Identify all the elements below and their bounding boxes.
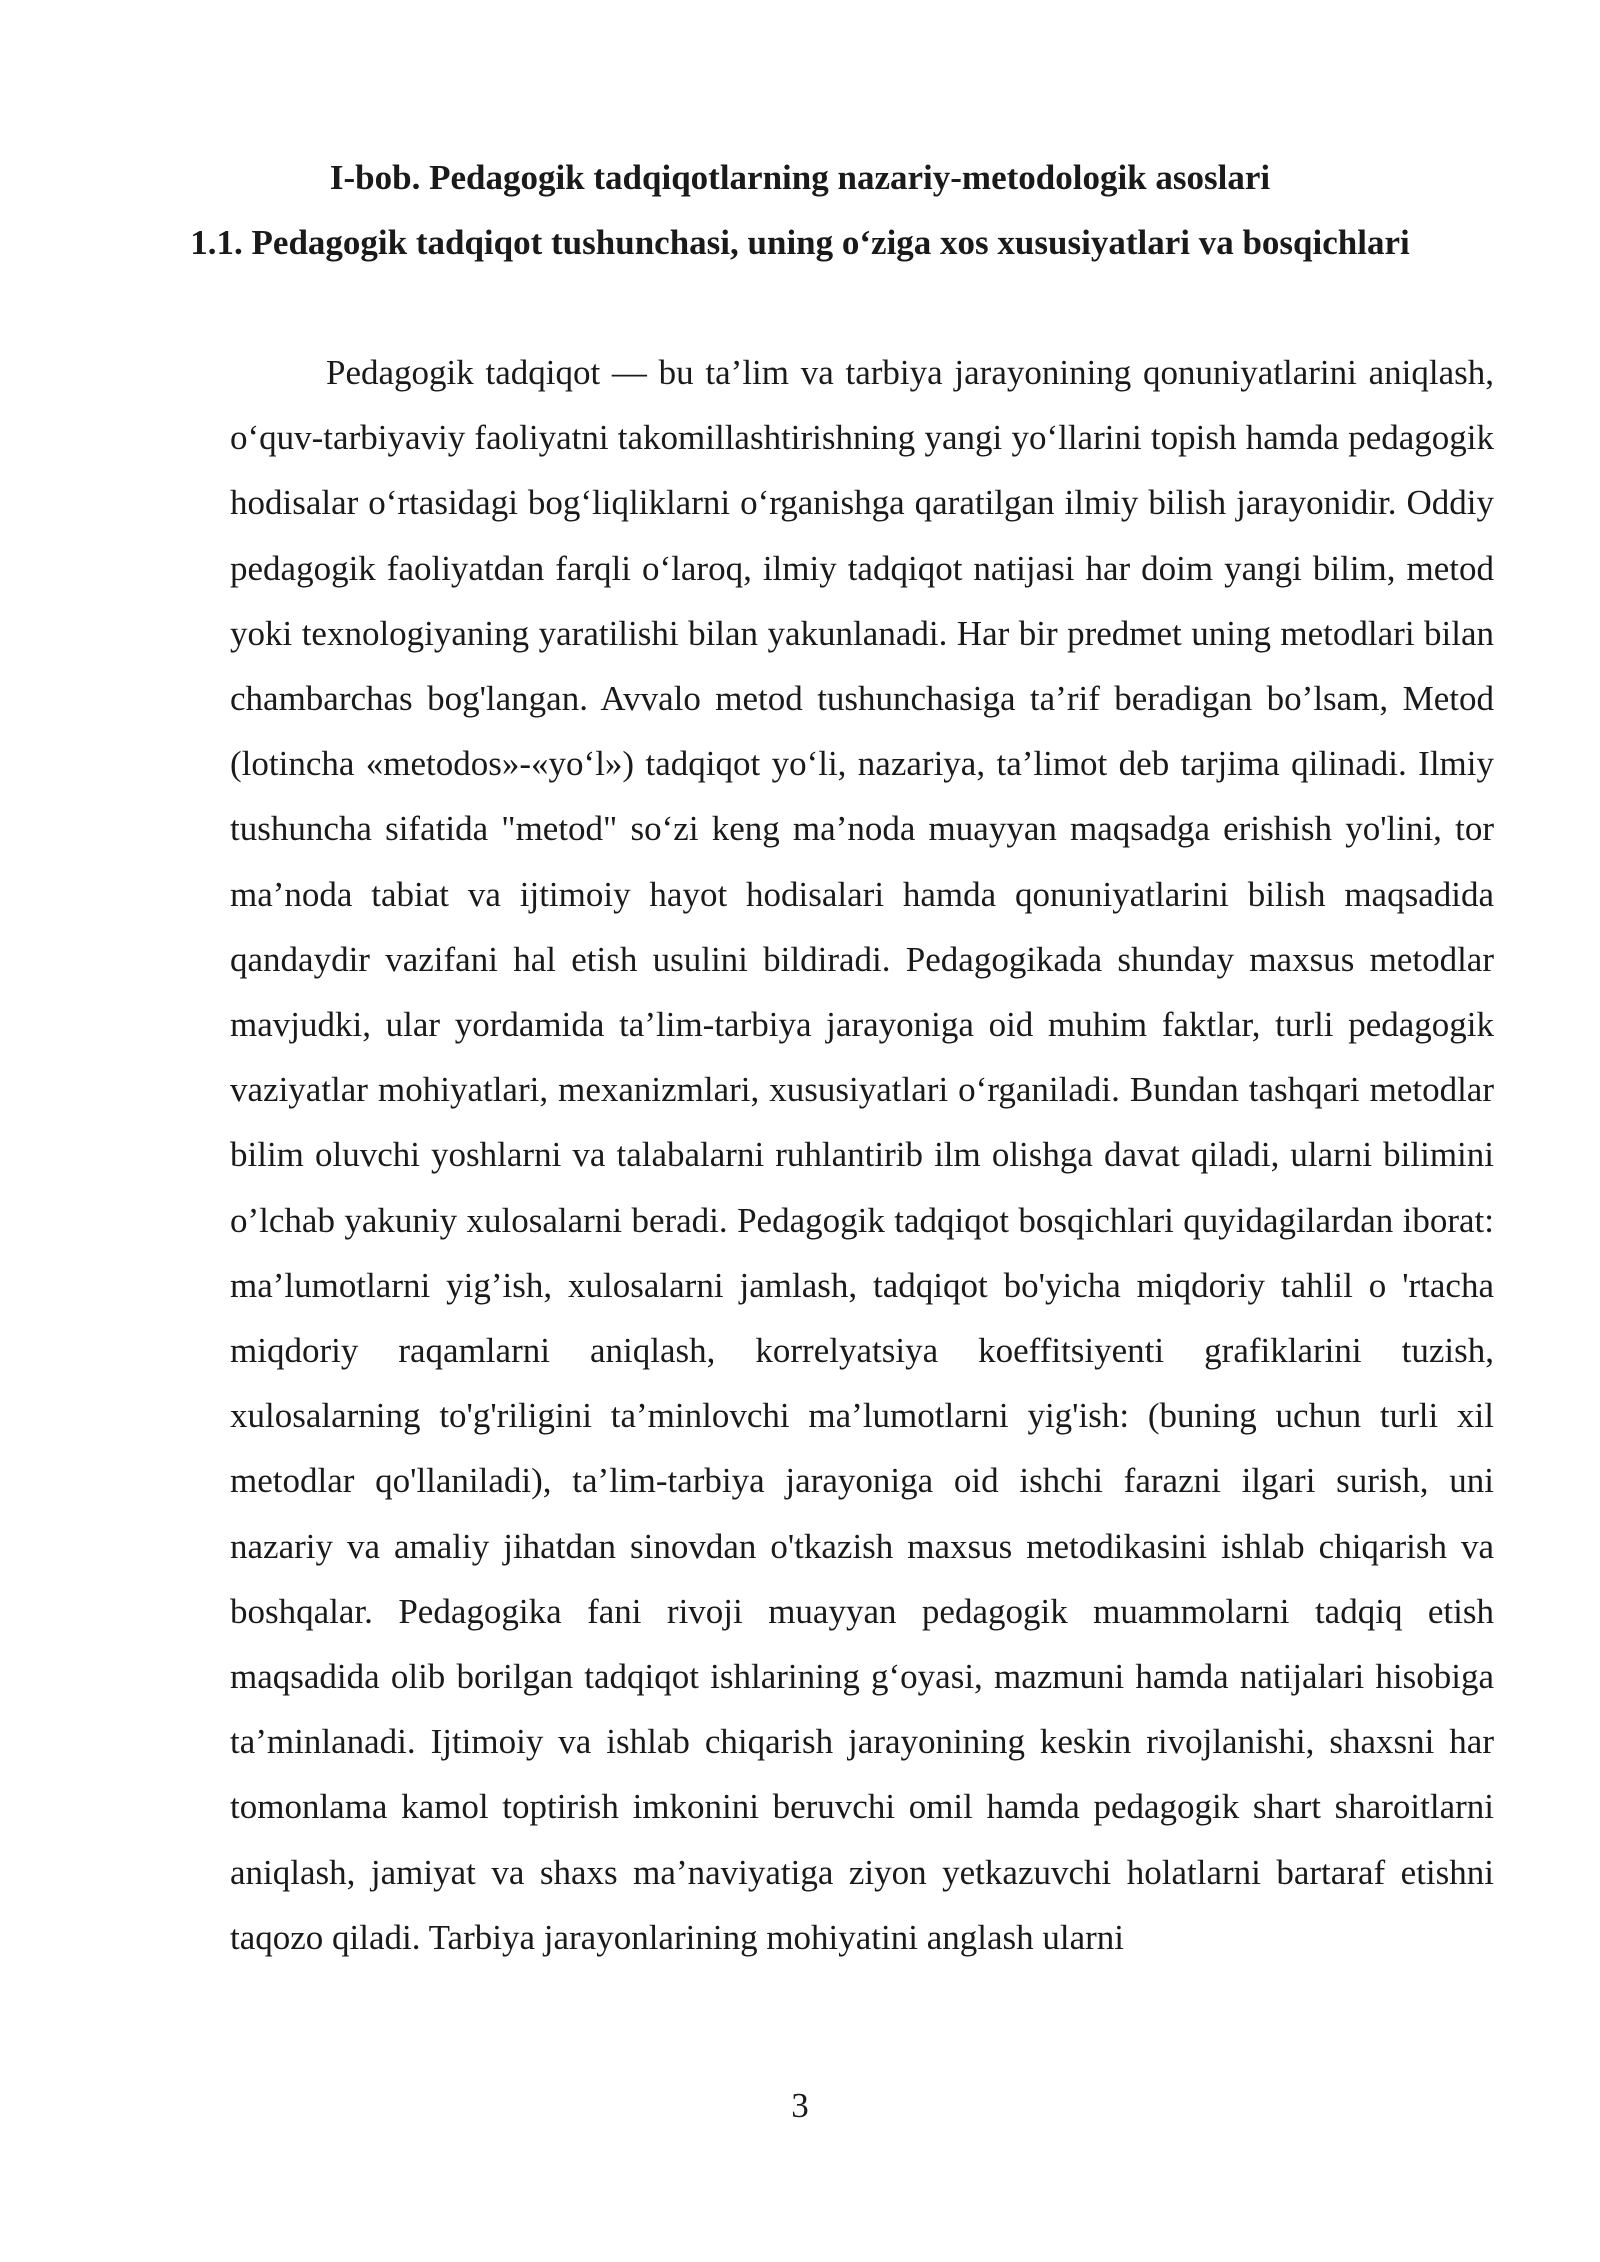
- body-paragraph: Pedagogik tadqiqot — bu ta’lim va tarbiya jarayonining qonuniyatlarini aniqlash, o‘quv-tarbiyaviy faoliyatni takomillashtirishning yangi yo‘llarini topish hamda pedagogik hodisalar o‘rtasidagi bog‘liqliklarni o‘rganishga qaratilgan ilmiy bilish jarayonidir. Oddiy pedagogik faoliyatdan farqli o‘laroq, ilmiy tadqiqot natijasi har doim yangi bilim, metod yoki texnologiyaning yaratilishi bilan yakunlanadi. Har bir predmet uning metodlari bilan chambarchas bog'langan. Avvalo metod tushunchasiga ta’rif beradigan bo’lsam, Metod (lotincha «metodos»-«yo‘l») tadqiqot yo‘li, nazariya, ta’limot deb tarjima qilinadi. Ilmiy tushuncha sifatida "metod" so‘zi keng ma’noda muayyan maqsadga erishish yo'lini, tor ma’noda tabiat va ijtimoiy hayot hodisalari hamda qonuniyatlarini bilish maqsadida qandaydir vazifani hal etish usulini bildiradi. Pedagogikada shunday maxsus metodlar mavjudki, ular yordamida ta’lim-tarbiya jarayoniga oid muhim faktlar, turli pedagogik vaziyatlar mohiyatlari, mexanizmlari, xususiyatlari o‘rganiladi. Bundan tashqari metodlar bilim oluvchi yoshlarni va talabalarni ruhlantirib ilm olishga davat qiladi, ularni bilimini o’lchab yakuniy xulosalarni beradi. Pedagogik tadqiqot bosqichlari quyidagilardan iborat: ma’lumotlarni yig’ish, xulosalarni jamlash, tadqiqot bo'yicha miqdoriy tahlil o 'rtacha miqdoriy raqamlarni aniqlash, korrelyatsiya koeffitsiyenti grafiklarini tuzish, xulosalarning to'g'riligini ta’minlovchi ma’lumotlarni yig'ish: (buning uchun turli xil metodlar qo'llaniladi), ta’lim-tarbiya jarayoniga oid ishchi farazni ilgari surish, uni nazariy va amaliy jihatdan sinovdan o'tkazish maxsus metodikasini ishlab chiqarish va boshqalar. Pedagogika fani rivoji muayyan pedagogik muammolarni tadqiq etish maqsadida olib borilgan tadqiqot ishlarining g‘oyasi, mazmuni hamda natijalari hisobiga ta’minlanadi. Ijtimoiy va ishlab chiqarish jarayonining keskin rivojlanishi, shaxsni har tomonlama kamol toptirish imkonini beruvchi omil hamda pedagogik shart sharoitlarni aniqlash, jamiyat va shaxs ma’naviyatiga ziyon yetkazuvchi holatlarni bartaraf etishni taqozo qiladi. Tarbiya jarayonlarining mohiyatini anglash ularni: [230, 353, 1494, 1957]
- section-title: 1.1. Pedagogik tadqiqot tushunchasi, uning o‘ziga xos xususiyatlari va bosqichlari: [190, 223, 1410, 262]
- chapter-title: I-bob. Pedagogik tadqiqotlarning nazariy-metodologik asoslari: [329, 158, 1271, 197]
- page-number: 3: [791, 2086, 809, 2125]
